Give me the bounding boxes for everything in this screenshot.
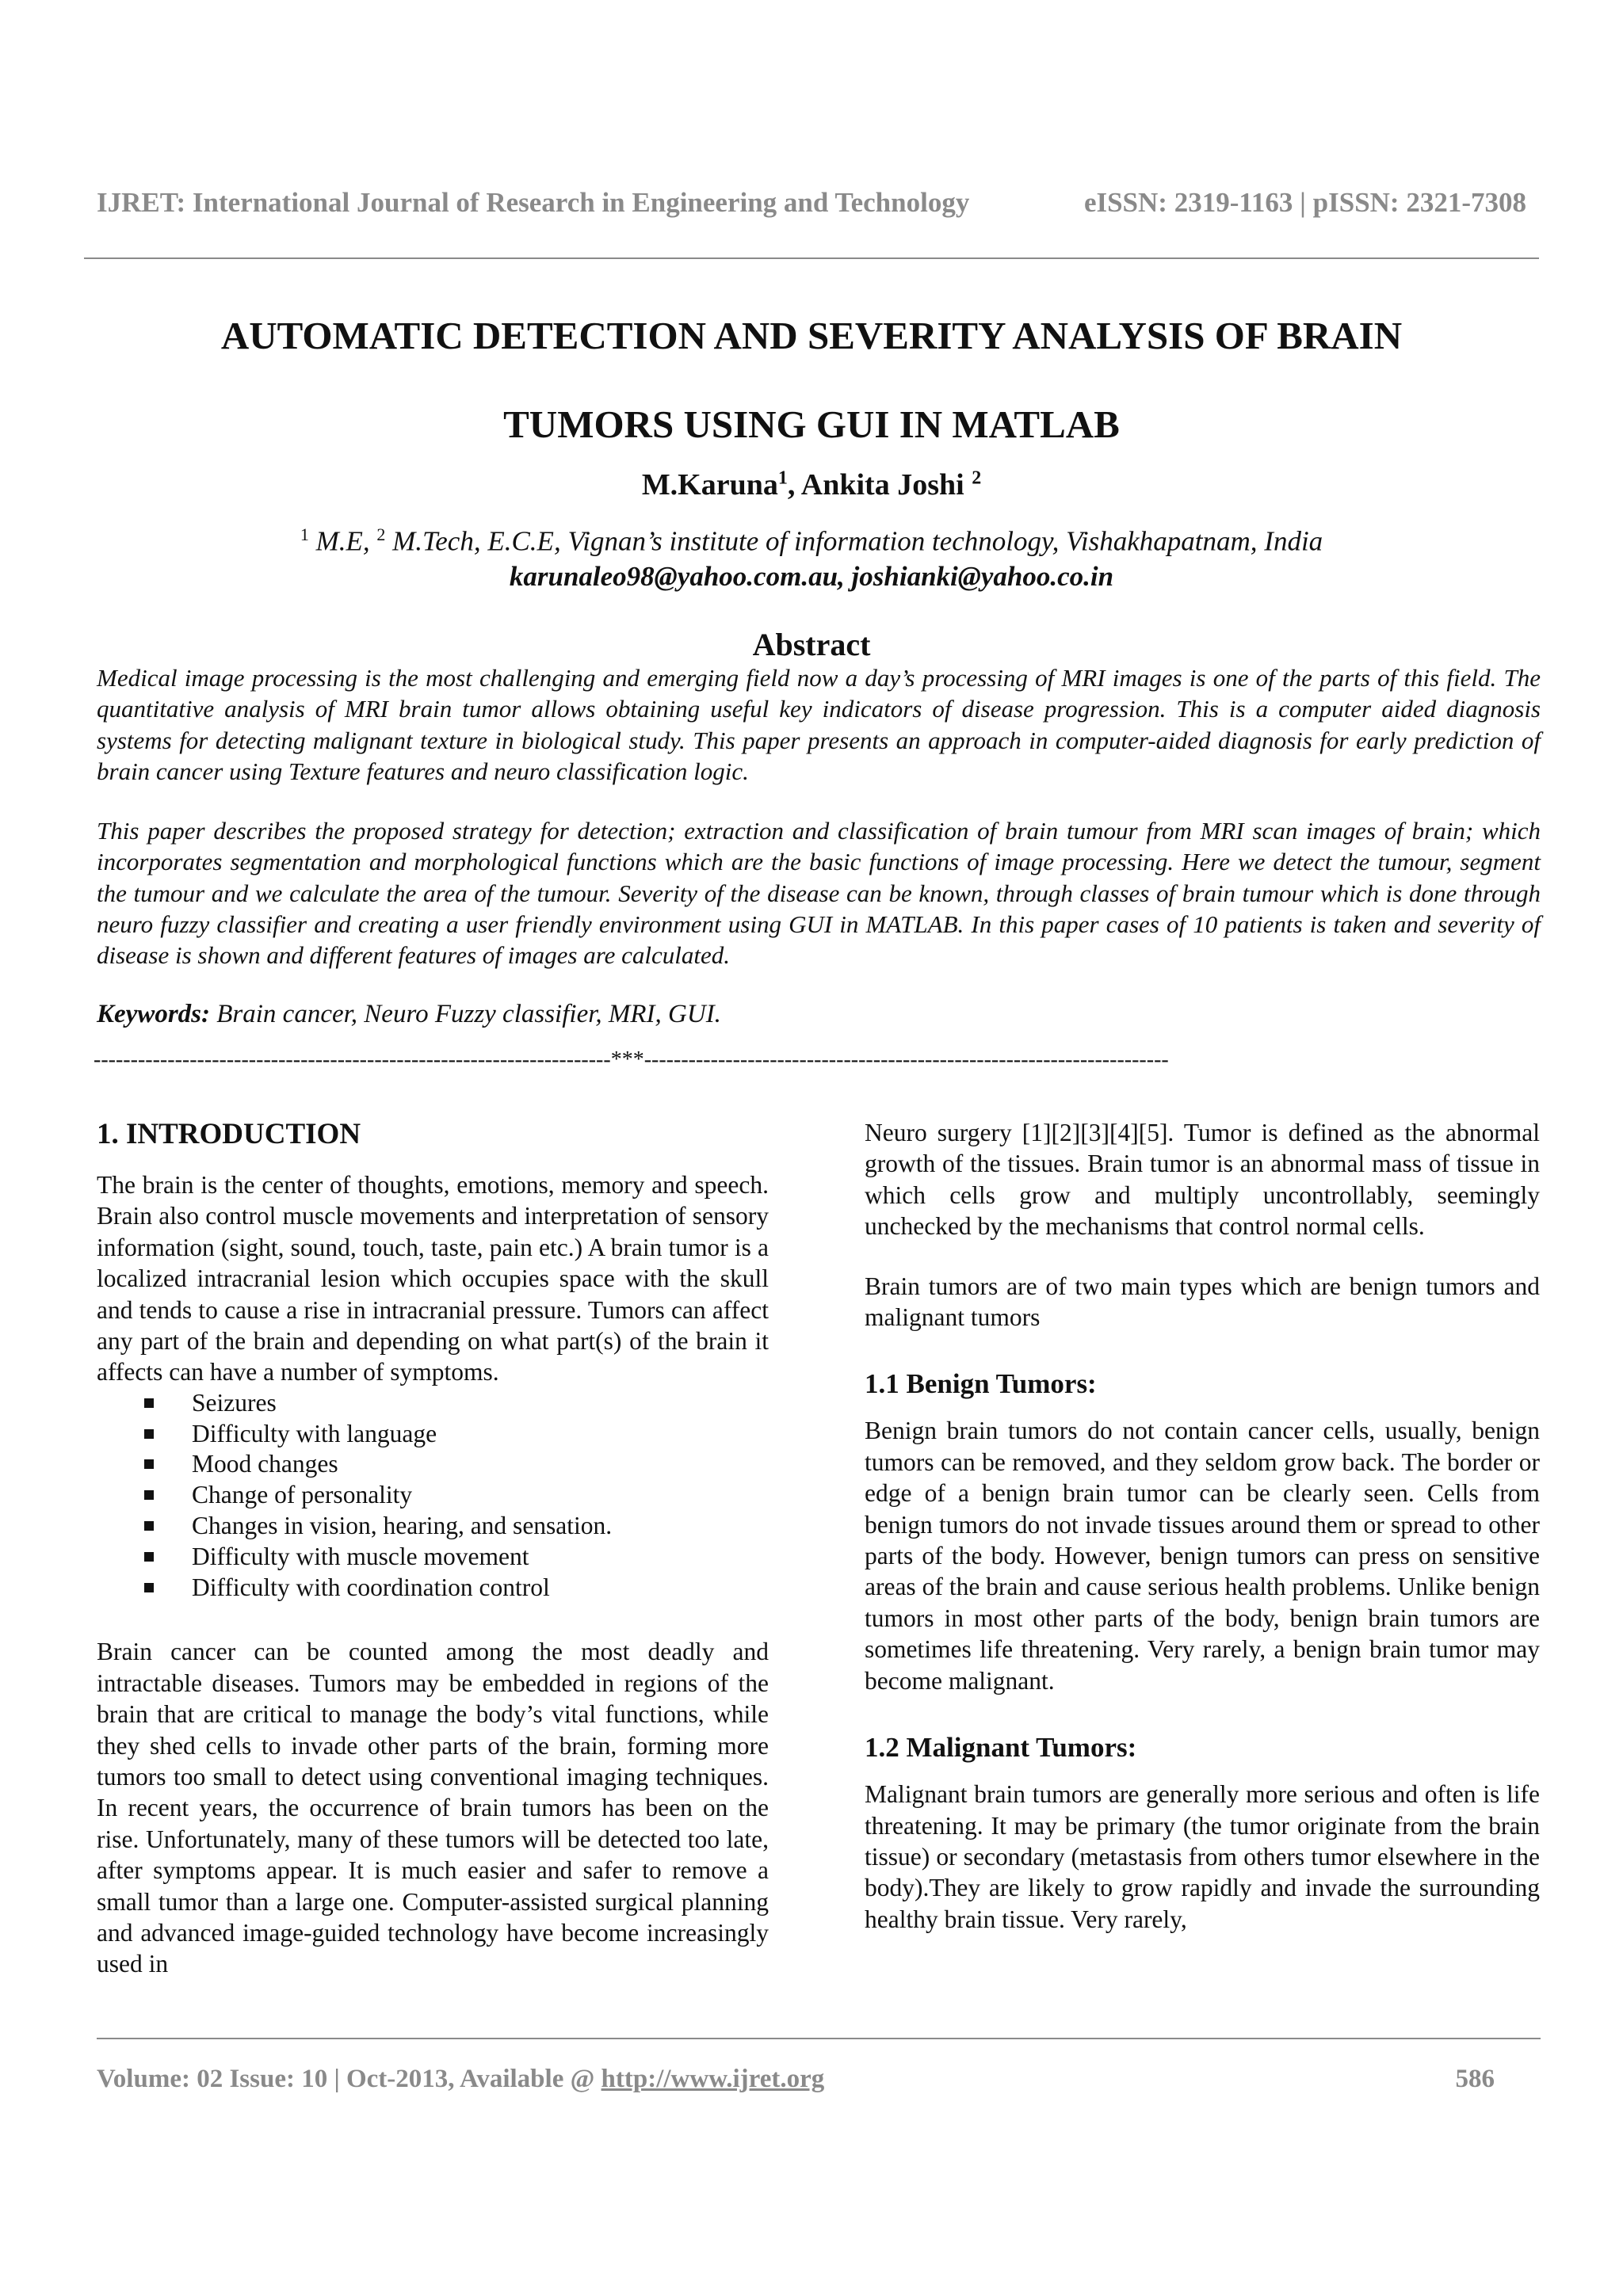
- malignant-paragraph: Malignant brain tumors are generally more serious and often is life threatening. It may be primary (the tumor originate from the brain tissue) or secondary (metastasis from others tumor elsewhere in the body).They are likely to grow rapidly and invade the surrounding healthy brain tissue. Very rarely,: [865, 1780, 1540, 1933]
- square-bullet-icon: [144, 1490, 154, 1500]
- list-item: Change of personality: [144, 1480, 769, 1511]
- author-separator: ,: [787, 468, 801, 502]
- right-column: [865, 1117, 1540, 1935]
- intro-paragraph-3: Neuro surgery [1][2][3][4][5]. Tumor is defined as the abnormal growth of the tissues. Brain tumor is an abnormal mass of tissue in which cells grow and multiply uncontrollably, seemingly unchecked by the mechanisms that control normal cells.: [865, 1119, 1540, 1241]
- affil-sup-1: 1: [300, 524, 309, 544]
- list-item: Seizures: [144, 1388, 769, 1419]
- list-item: Difficulty with language: [144, 1419, 769, 1450]
- list-item: Difficulty with muscle movement: [144, 1542, 769, 1573]
- keywords: [97, 1000, 1541, 1029]
- introduction-heading: 1. INTRODUCTION: [97, 1118, 361, 1150]
- list-item: Difficulty with coordination control: [144, 1573, 769, 1604]
- square-bullet-icon: [144, 1583, 154, 1592]
- title-line-2: TUMORS USING GUI IN MATLAB: [503, 402, 1120, 446]
- square-bullet-icon: [144, 1521, 154, 1531]
- square-bullet-icon: [144, 1398, 154, 1408]
- footer-volume: Volume: 02 Issue: 10 | Oct-2013, Available @ http://www.ijret.org: [97, 2065, 825, 2093]
- author-2-sup: 2: [972, 467, 982, 489]
- author-1-sup: 1: [777, 467, 788, 489]
- page-number: 586: [1455, 2065, 1495, 2093]
- list-item: Changes in vision, hearing, and sensation.: [144, 1511, 769, 1542]
- paragraph-gap: [865, 1242, 1540, 1271]
- heading-gap: [865, 1333, 1540, 1367]
- journal-name: IJRET: International Journal of Research in Engineering and Technology: [97, 187, 970, 218]
- square-bullet-icon: [144, 1429, 154, 1439]
- paper-title: [87, 292, 1536, 469]
- abstract-body: [97, 662, 1541, 971]
- title-line-1: AUTOMATIC DETECTION AND SEVERITY ANALYSIS OF BRAIN: [220, 314, 1403, 357]
- square-bullet-icon: [144, 1459, 154, 1469]
- running-header: [97, 187, 1526, 219]
- header-divider: [84, 257, 1539, 259]
- keywords-text: Brain cancer, Neuro Fuzzy classifier, MRI, GUI.: [210, 1000, 721, 1028]
- keywords-label: Keywords:: [97, 1000, 210, 1028]
- intro-paragraph-2: Brain cancer can be counted among the most deadly and intractable diseases. Tumors may be embedded in regions of the brain that are critical to manage the body’s vital functions, while they shed cells to invade other parts of the brain, forming more tumors too small to detect using conventional imaging techniques. In recent years, the occurrence of brain tumors has been on the rise. Unfortunately, many of these tumors will be detected too late, after symptoms appear. It is much easier and safer to remove a small tumor than a large one. Computer-assisted surgical planning and advanced image-guided technology have become increasingly used in: [97, 1638, 769, 1978]
- affil-part-1: M.E,: [308, 525, 377, 557]
- affil-part-2: M.Tech, E.C.E, Vignan’s institute of information technology, Vishakhapatnam, India: [385, 525, 1323, 557]
- running-footer: [97, 2065, 1495, 2094]
- author-emails: karunaleo98@yahoo.com.au, joshianki@yahoo.co.in: [509, 561, 1114, 592]
- journal-link[interactable]: http://www.ijret.org: [601, 2065, 825, 2093]
- section-separator: ----------------------------------------------------------------------***-----------------------------------------------------------------------: [94, 1047, 1169, 1072]
- abstract-heading: Abstract: [752, 627, 871, 662]
- intro-paragraph-4: Brain tumors are of two main types which are benign tumors and malignant tumors: [865, 1272, 1540, 1332]
- benign-heading: 1.1 Benign Tumors:: [865, 1368, 1097, 1400]
- affil-sup-2: 2: [376, 524, 386, 544]
- abstract-paragraph-1: Medical image processing is the most challenging and emerging field now a day’s processing of MRI images is one of the parts of this field. The quantitative analysis of MRI brain tumor allows obtaining useful key indicators of disease progression. This is a computer aided diagnosis systems for detecting malignant texture in biological study. This paper presents an approach in computer-aided diagnosis for early prediction of brain cancer using Texture features and neuro classification logic.: [97, 664, 1541, 785]
- symptom-list: [97, 1388, 769, 1604]
- malignant-heading: 1.2 Malignant Tumors:: [865, 1732, 1137, 1764]
- left-column: [97, 1117, 769, 1980]
- affiliation: [0, 524, 1623, 558]
- intro-paragraph-1: The brain is the center of thoughts, emotions, memory and speech. Brain also control muscle movements and interpretation of sensory information (sight, sound, touch, taste, pain etc.) A brain tumor is a localized intracranial lesion which occupies space with the skull and tends to cause a rise in intracranial pressure. Tumors can affect any part of the brain and depending on what part(s) of the brain it affects can have a number of symptoms.: [97, 1171, 769, 1386]
- square-bullet-icon: [144, 1552, 154, 1562]
- footer-divider: [97, 2038, 1541, 2039]
- list-item: Mood changes: [144, 1449, 769, 1480]
- author-1: M.Karuna: [641, 468, 778, 502]
- issn: eISSN: 2319-1163 | pISSN: 2321-7308: [1083, 187, 1526, 218]
- abstract-paragraph-2: This paper describes the proposed strategy for detection; extraction and classification of brain tumour from MRI scan images of brain; which incorporates segmentation and morphological functions which are the basic functions of image processing. Here we detect the tumour, segment the tumour and we calculate the area of the tumour. Severity of the disease can be known, through classes of brain tumour which is done through neuro fuzzy classifier and creating a user friendly environment using GUI in MATLAB. In this paper cases of 10 patients is taken and severity of disease is shown and different features of images are calculated.: [97, 817, 1541, 970]
- authors: [0, 467, 1623, 502]
- benign-paragraph: Benign brain tumors do not contain cancer cells, usually, benign tumors can be removed, and they seldom grow back. The border or edge of a benign brain tumor can be clearly seen. Cells from benign tumors do not invade tissues around them or spread to other parts of the body. However, benign tumors can press on sensitive areas of the brain and cause serious health problems. Unlike benign tumors in most other parts of the body, benign brain tumors are sometimes life threatening. Very rarely, a benign brain tumor may become malignant.: [865, 1417, 1540, 1695]
- author-2: Ankita Joshi: [800, 468, 964, 502]
- heading-gap: [865, 1696, 1540, 1731]
